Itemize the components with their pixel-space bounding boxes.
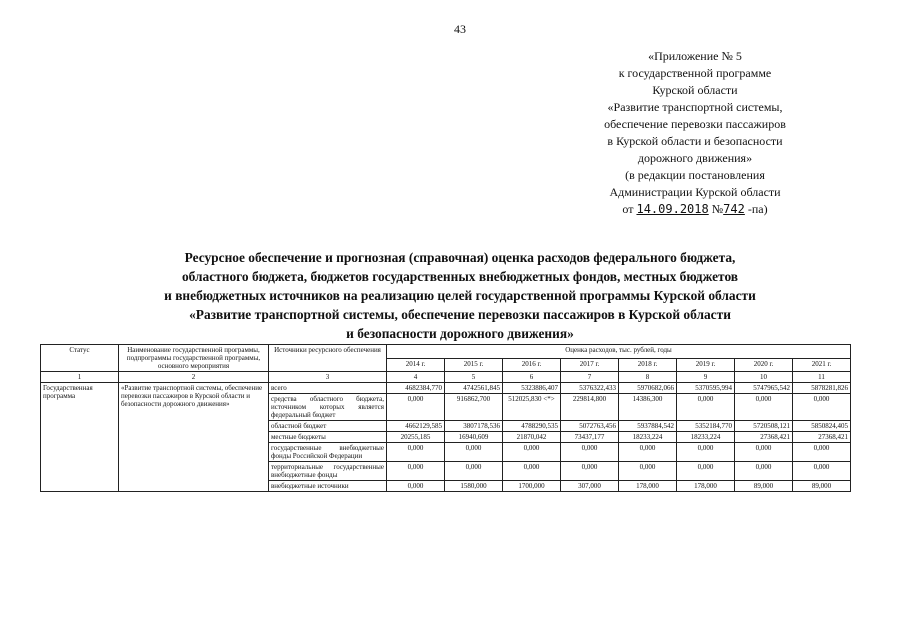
value-cell: 5878281,826	[793, 383, 851, 394]
value-cell: 5970682,066	[619, 383, 677, 394]
value-cell: 18233,224	[619, 432, 677, 443]
from-prefix: от	[622, 202, 634, 216]
title-line: и безопасности дорожного движения»	[346, 326, 574, 341]
source-cell: средства областного бюджета, источником которых является федеральный бюджет	[269, 394, 387, 421]
appendix-line: «Приложение № 5	[648, 49, 742, 63]
appendix-line: в Курской области и безопасности	[607, 134, 783, 148]
value-cell: 0,000	[445, 443, 503, 462]
column-number: 11	[793, 372, 851, 383]
value-cell: 0,000	[387, 462, 445, 481]
value-cell: 0,000	[793, 394, 851, 421]
resource-table	[40, 344, 851, 492]
source-cell: местные бюджеты	[269, 432, 387, 443]
appendix-date-line	[575, 201, 815, 218]
appendix-line: дорожного движения»	[637, 151, 753, 165]
title-line: Ресурсное обеспечение и прогнозная (справочная) оценка расходов федерального бюджета,	[184, 250, 736, 265]
value-cell: 1700,000	[503, 481, 561, 492]
header-year: 2014 г.	[387, 358, 445, 372]
document-title	[100, 248, 820, 343]
value-cell: 5747965,542	[735, 383, 793, 394]
appendix-line: Администрации Курской области	[609, 185, 781, 199]
column-number: 10	[735, 372, 793, 383]
column-number: 7	[561, 372, 619, 383]
number-prefix: №	[711, 202, 724, 216]
value-cell: 0,000	[387, 443, 445, 462]
value-cell: 0,000	[677, 443, 735, 462]
value-cell: 5376322,433	[561, 383, 619, 394]
value-cell: 0,000	[735, 462, 793, 481]
header-sources: Источники ресурсного обеспечения	[269, 345, 387, 372]
value-cell: 5072763,456	[561, 421, 619, 432]
value-cell: 1580,000	[445, 481, 503, 492]
appendix-line: к государственной программе	[618, 66, 772, 80]
header-status: Статус	[41, 345, 119, 372]
resource-table-wrapper	[40, 344, 850, 492]
value-cell: 20255,185	[387, 432, 445, 443]
appendix-block	[575, 48, 815, 218]
value-cell: 0,000	[503, 462, 561, 481]
header-estimate: Оценка расходов, тыс. рублей, годы	[387, 345, 851, 359]
value-cell: 27368,421	[735, 432, 793, 443]
value-cell: 5720508,121	[735, 421, 793, 432]
value-cell: 5352184,770	[677, 421, 735, 432]
value-cell: 0,000	[677, 394, 735, 421]
value-cell: 0,000	[735, 394, 793, 421]
value-cell: 0,000	[445, 462, 503, 481]
source-cell: внебюджетные источники	[269, 481, 387, 492]
value-cell: 0,000	[677, 462, 735, 481]
value-cell: 178,000	[677, 481, 735, 492]
value-cell: 0,000	[387, 394, 445, 421]
value-cell: 0,000	[503, 443, 561, 462]
column-number-row	[41, 372, 851, 383]
value-cell: 0,000	[793, 462, 851, 481]
value-cell: 0,000	[561, 443, 619, 462]
title-line: и внебюджетных источников на реализацию целей государственной программы Курской области	[164, 288, 756, 303]
value-cell: 89,000	[793, 481, 851, 492]
value-cell: 4662129,585	[387, 421, 445, 432]
program-name-cell: «Развитие транспортной системы, обеспечение перевозки пассажиров в Курской области и безопасности дорожного движения»	[119, 383, 269, 492]
value-cell: 0,000	[387, 481, 445, 492]
value-cell: 4742561,845	[445, 383, 503, 394]
page-number: 43	[454, 22, 466, 36]
source-cell: государственные внебюджетные фонды Российской Федерации	[269, 443, 387, 462]
value-cell: 5370595,994	[677, 383, 735, 394]
value-cell: 512025,830 <*>	[503, 394, 561, 421]
appendix-line: (в редакции постановления	[625, 168, 765, 182]
header-year: 2015 г.	[445, 358, 503, 372]
value-cell: 14386,300	[619, 394, 677, 421]
column-number: 1	[41, 372, 119, 383]
value-cell: 307,000	[561, 481, 619, 492]
value-cell: 4788290,535	[503, 421, 561, 432]
header-year: 2021 г.	[793, 358, 851, 372]
source-cell: всего	[269, 383, 387, 394]
value-cell: 229814,800	[561, 394, 619, 421]
value-cell: 0,000	[619, 443, 677, 462]
value-cell: 0,000	[793, 443, 851, 462]
column-number: 8	[619, 372, 677, 383]
value-cell: 916862,700	[445, 394, 503, 421]
header-year: 2020 г.	[735, 358, 793, 372]
appendix-line: обеспечение перевозки пассажиров	[604, 117, 786, 131]
column-number: 9	[677, 372, 735, 383]
column-number: 6	[503, 372, 561, 383]
value-cell: 21870,042	[503, 432, 561, 443]
resolution-number: 742	[723, 202, 745, 216]
value-cell: 5850824,405	[793, 421, 851, 432]
value-cell: 178,000	[619, 481, 677, 492]
value-cell: 5323886,407	[503, 383, 561, 394]
column-number: 2	[119, 372, 269, 383]
column-number: 4	[387, 372, 445, 383]
column-number: 5	[445, 372, 503, 383]
value-cell: 73437,177	[561, 432, 619, 443]
value-cell: 89,000	[735, 481, 793, 492]
value-cell: 4682384,770	[387, 383, 445, 394]
value-cell: 0,000	[561, 462, 619, 481]
source-cell: областной бюджет	[269, 421, 387, 432]
resolution-date: 14.09.2018	[636, 202, 709, 216]
status-cell: Государственная программа	[41, 383, 119, 492]
value-cell: 0,000	[619, 462, 677, 481]
title-line: областного бюджета, бюджетов государственных внебюджетных фондов, местных бюджетов	[181, 269, 739, 284]
header-year: 2018 г.	[619, 358, 677, 372]
header-program-name: Наименование государственной программы, подпрограммы государственной программы, основного мероприятия	[119, 345, 269, 372]
header-year: 2016 г.	[503, 358, 561, 372]
value-cell: 16940,609	[445, 432, 503, 443]
header-year: 2017 г.	[561, 358, 619, 372]
column-number: 3	[269, 372, 387, 383]
title-line: «Развитие транспортной системы, обеспечение перевозки пассажиров в Курской области	[189, 307, 731, 322]
appendix-line: «Развитие транспортной системы,	[607, 100, 783, 114]
value-cell: 5937884,542	[619, 421, 677, 432]
appendix-line: Курской области	[652, 83, 738, 97]
value-cell: 3807178,536	[445, 421, 503, 432]
number-suffix: -па)	[747, 202, 768, 216]
source-cell: территориальные государственные внебюджетные фонды	[269, 462, 387, 481]
table-row	[41, 383, 851, 394]
value-cell: 27368,421	[793, 432, 851, 443]
header-year: 2019 г.	[677, 358, 735, 372]
value-cell: 18233,224	[677, 432, 735, 443]
value-cell: 0,000	[735, 443, 793, 462]
header-row	[41, 345, 851, 359]
